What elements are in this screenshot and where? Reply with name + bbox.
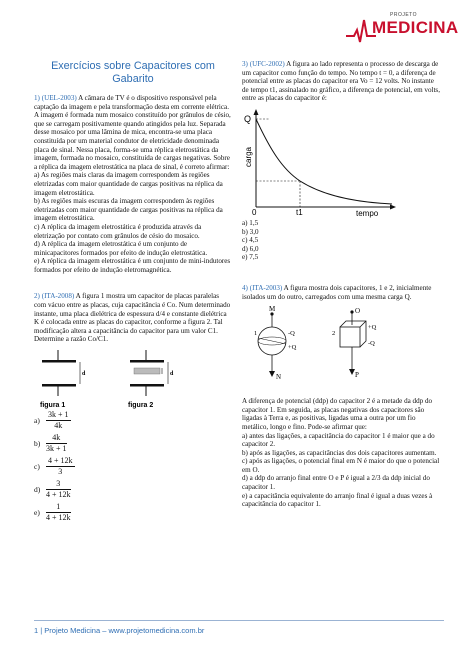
y-axis-label: carga bbox=[244, 146, 253, 167]
option-b: b) $\frac{4k}{3k + 1}$ bbox=[34, 433, 67, 454]
question-text: A figura mostra dois capacitores, 1 e 2, inicialmente isolados um do outro, carregados com uma mesma carga Q. bbox=[242, 283, 432, 301]
option-d: d) $\frac{3}{4 + 12k}$ bbox=[34, 479, 71, 500]
label-minus-q-1: -Q bbox=[288, 330, 295, 338]
q-axis-label: Q bbox=[244, 113, 252, 124]
discharge-graph bbox=[242, 107, 442, 219]
option-c: c) 4,5 bbox=[242, 236, 259, 245]
question-4 bbox=[242, 284, 442, 301]
label-m: M bbox=[269, 305, 276, 314]
label-two: 2 bbox=[332, 330, 336, 338]
question-source: (ITA-2003) bbox=[249, 283, 283, 292]
capacitor-figures bbox=[34, 348, 232, 410]
two-capacitors-figure bbox=[242, 305, 442, 397]
logo-big-text: MEDICINA bbox=[372, 18, 459, 37]
figure-2-caption: figura 2 bbox=[128, 402, 154, 410]
page-title: Exercícios sobre Capacitores com Gabarito bbox=[51, 60, 215, 85]
label-minus-q-2: -Q bbox=[368, 340, 375, 348]
right-column bbox=[242, 60, 442, 509]
label-o: O bbox=[355, 307, 361, 316]
question-source: (UEL-2003) bbox=[41, 94, 77, 102]
option-e: e) a capacitância equivalente do arranjo final é igual a duas vezes à capacitância do capacitor 1. bbox=[242, 491, 433, 509]
question-number: 1) bbox=[34, 94, 40, 102]
question-number: 4) bbox=[242, 283, 248, 292]
question-text: A câmara de TV é o dispositivo responsável pela captação da imagem e pela transformação desta em corrente elétrica. A imagem é formada num mosaico constituído por grânulos de césio, que se carregam positivamente quando atingidos pela luz. Separada desse mosaico por uma lâmina de mica, encontra-se uma placa constituída por um material condutor de eletricidade denominada placa de sinal. Nessa placa, forma-se uma réplica eletrostática da imagem, formada no mosaico, constituída de cargas negativas. Sobre a réplica da imagem eletrostática na placa de sinal, é correto afirmar: bbox=[34, 94, 231, 171]
question-number: 2) bbox=[34, 292, 40, 301]
option-a: a) 1,5 bbox=[242, 218, 259, 227]
option-a: a) As regiões mais claras da imagem correspondem às regiões eletrizadas com maior quantidade de cargas positivas na réplica da imagem eletrostática. bbox=[34, 171, 223, 197]
question-3 bbox=[242, 60, 442, 103]
option-b: b) As regiões mais escuras da imagem correspondem às regiões eletrizadas com maior quantidade de cargas positivas na réplica da imagem eletrostática. bbox=[34, 197, 223, 223]
question-text: A figura 1 mostra um capacitor de placas paralelas com vácuo entre as placas, cuja capacitância é Co. Num determinado instante, uma placa dielétrica de espessura d/4 e constante dielétrica K é colocada entre as placas do capacitor, conforme a figura 2. Tal modificação altera a capacitância do capacitor para um valor C1. Determine a razão Co/C1. bbox=[34, 292, 231, 344]
t1-label: t1 bbox=[296, 207, 303, 217]
option-d: d) 6,0 bbox=[242, 244, 259, 253]
option-c: c) após as ligações, o potencial final em N é maior do que o potencial em O. bbox=[242, 457, 440, 474]
label-p: P bbox=[355, 371, 359, 380]
x-axis-label: tempo bbox=[356, 208, 379, 218]
left-column bbox=[34, 60, 232, 525]
option-d: d) a ddp do arranjo final entre O e P é igual a 2/3 da ddp inicial do capacitor 1. bbox=[242, 474, 430, 492]
question-source: (UFC-2002) bbox=[249, 60, 285, 68]
question-text: A figura ao lado representa o processo de descarga de um capacitor como função do tempo. No tempo t = 0, a diferença de potencial entre as placas do capacitor era Vo = 12 volts. No instante de tempo t1, assinalado no gráfico, a diferença de potencial, em volts, entre as placas do capacitor é: bbox=[242, 60, 440, 103]
label-one: 1 bbox=[254, 330, 258, 338]
footer-divider bbox=[34, 620, 444, 621]
d-label: d bbox=[82, 371, 86, 378]
option-c: c) $\frac{4 + 12k}{3}$ bbox=[34, 456, 73, 477]
projeto-medicina-logo bbox=[338, 12, 460, 46]
figure-1-caption: figura 1 bbox=[40, 402, 66, 410]
question-2 bbox=[34, 292, 232, 344]
question-number: 3) bbox=[242, 60, 248, 68]
d-label-2: d bbox=[170, 371, 174, 378]
question-4-continued: A diferença de potencial (ddp) do capacitor 2 é a metade da ddp do capacitor 1. Em seguida, as placas negativas dos capacitores são ligadas à Terra e, as positivas, ligadas uma a outra por um fio metálico, longo e fino. Pode-se afirmar que: bbox=[242, 397, 433, 431]
question-1 bbox=[34, 94, 232, 171]
label-n: N bbox=[276, 373, 282, 382]
option-d: d) A réplica da imagem eletrostática é um conjunto de minicapacitores formados por efeito de indução eletrostática. bbox=[34, 240, 208, 257]
question-source: (ITA-2008) bbox=[41, 292, 75, 301]
option-c: c) A réplica da imagem eletrostática é produzida através da eletrização por contato com grânulos de césio do mosaico. bbox=[34, 222, 202, 240]
option-e: e) $\frac{1}{4 + 12k}$ bbox=[34, 502, 71, 523]
logo-small-text: PROJETO bbox=[390, 12, 418, 18]
option-b: b) após as ligações, as capacitâncias dos dois capacitores aumentam. bbox=[242, 448, 437, 457]
option-e: e) 7,5 bbox=[242, 253, 259, 262]
origin-label: 0 bbox=[252, 207, 257, 217]
label-plus-q-2: +Q bbox=[368, 324, 377, 332]
label-plus-q-1: +Q bbox=[288, 344, 297, 352]
option-a: a) $\frac{3k + 1}{4k}$ bbox=[34, 410, 69, 431]
page-footer: 1 | Projeto Medicina – www.projetomedicina.com.br bbox=[34, 626, 205, 635]
option-a: a) antes das ligações, a capacitância do capacitor 1 é maior que a do capacitor 2. bbox=[242, 431, 435, 449]
option-e: e) A réplica da imagem eletrostática é um conjunto de mini-indutores formados por efeito de indução eletromagnética. bbox=[34, 257, 231, 274]
option-b: b) 3,0 bbox=[242, 227, 259, 236]
